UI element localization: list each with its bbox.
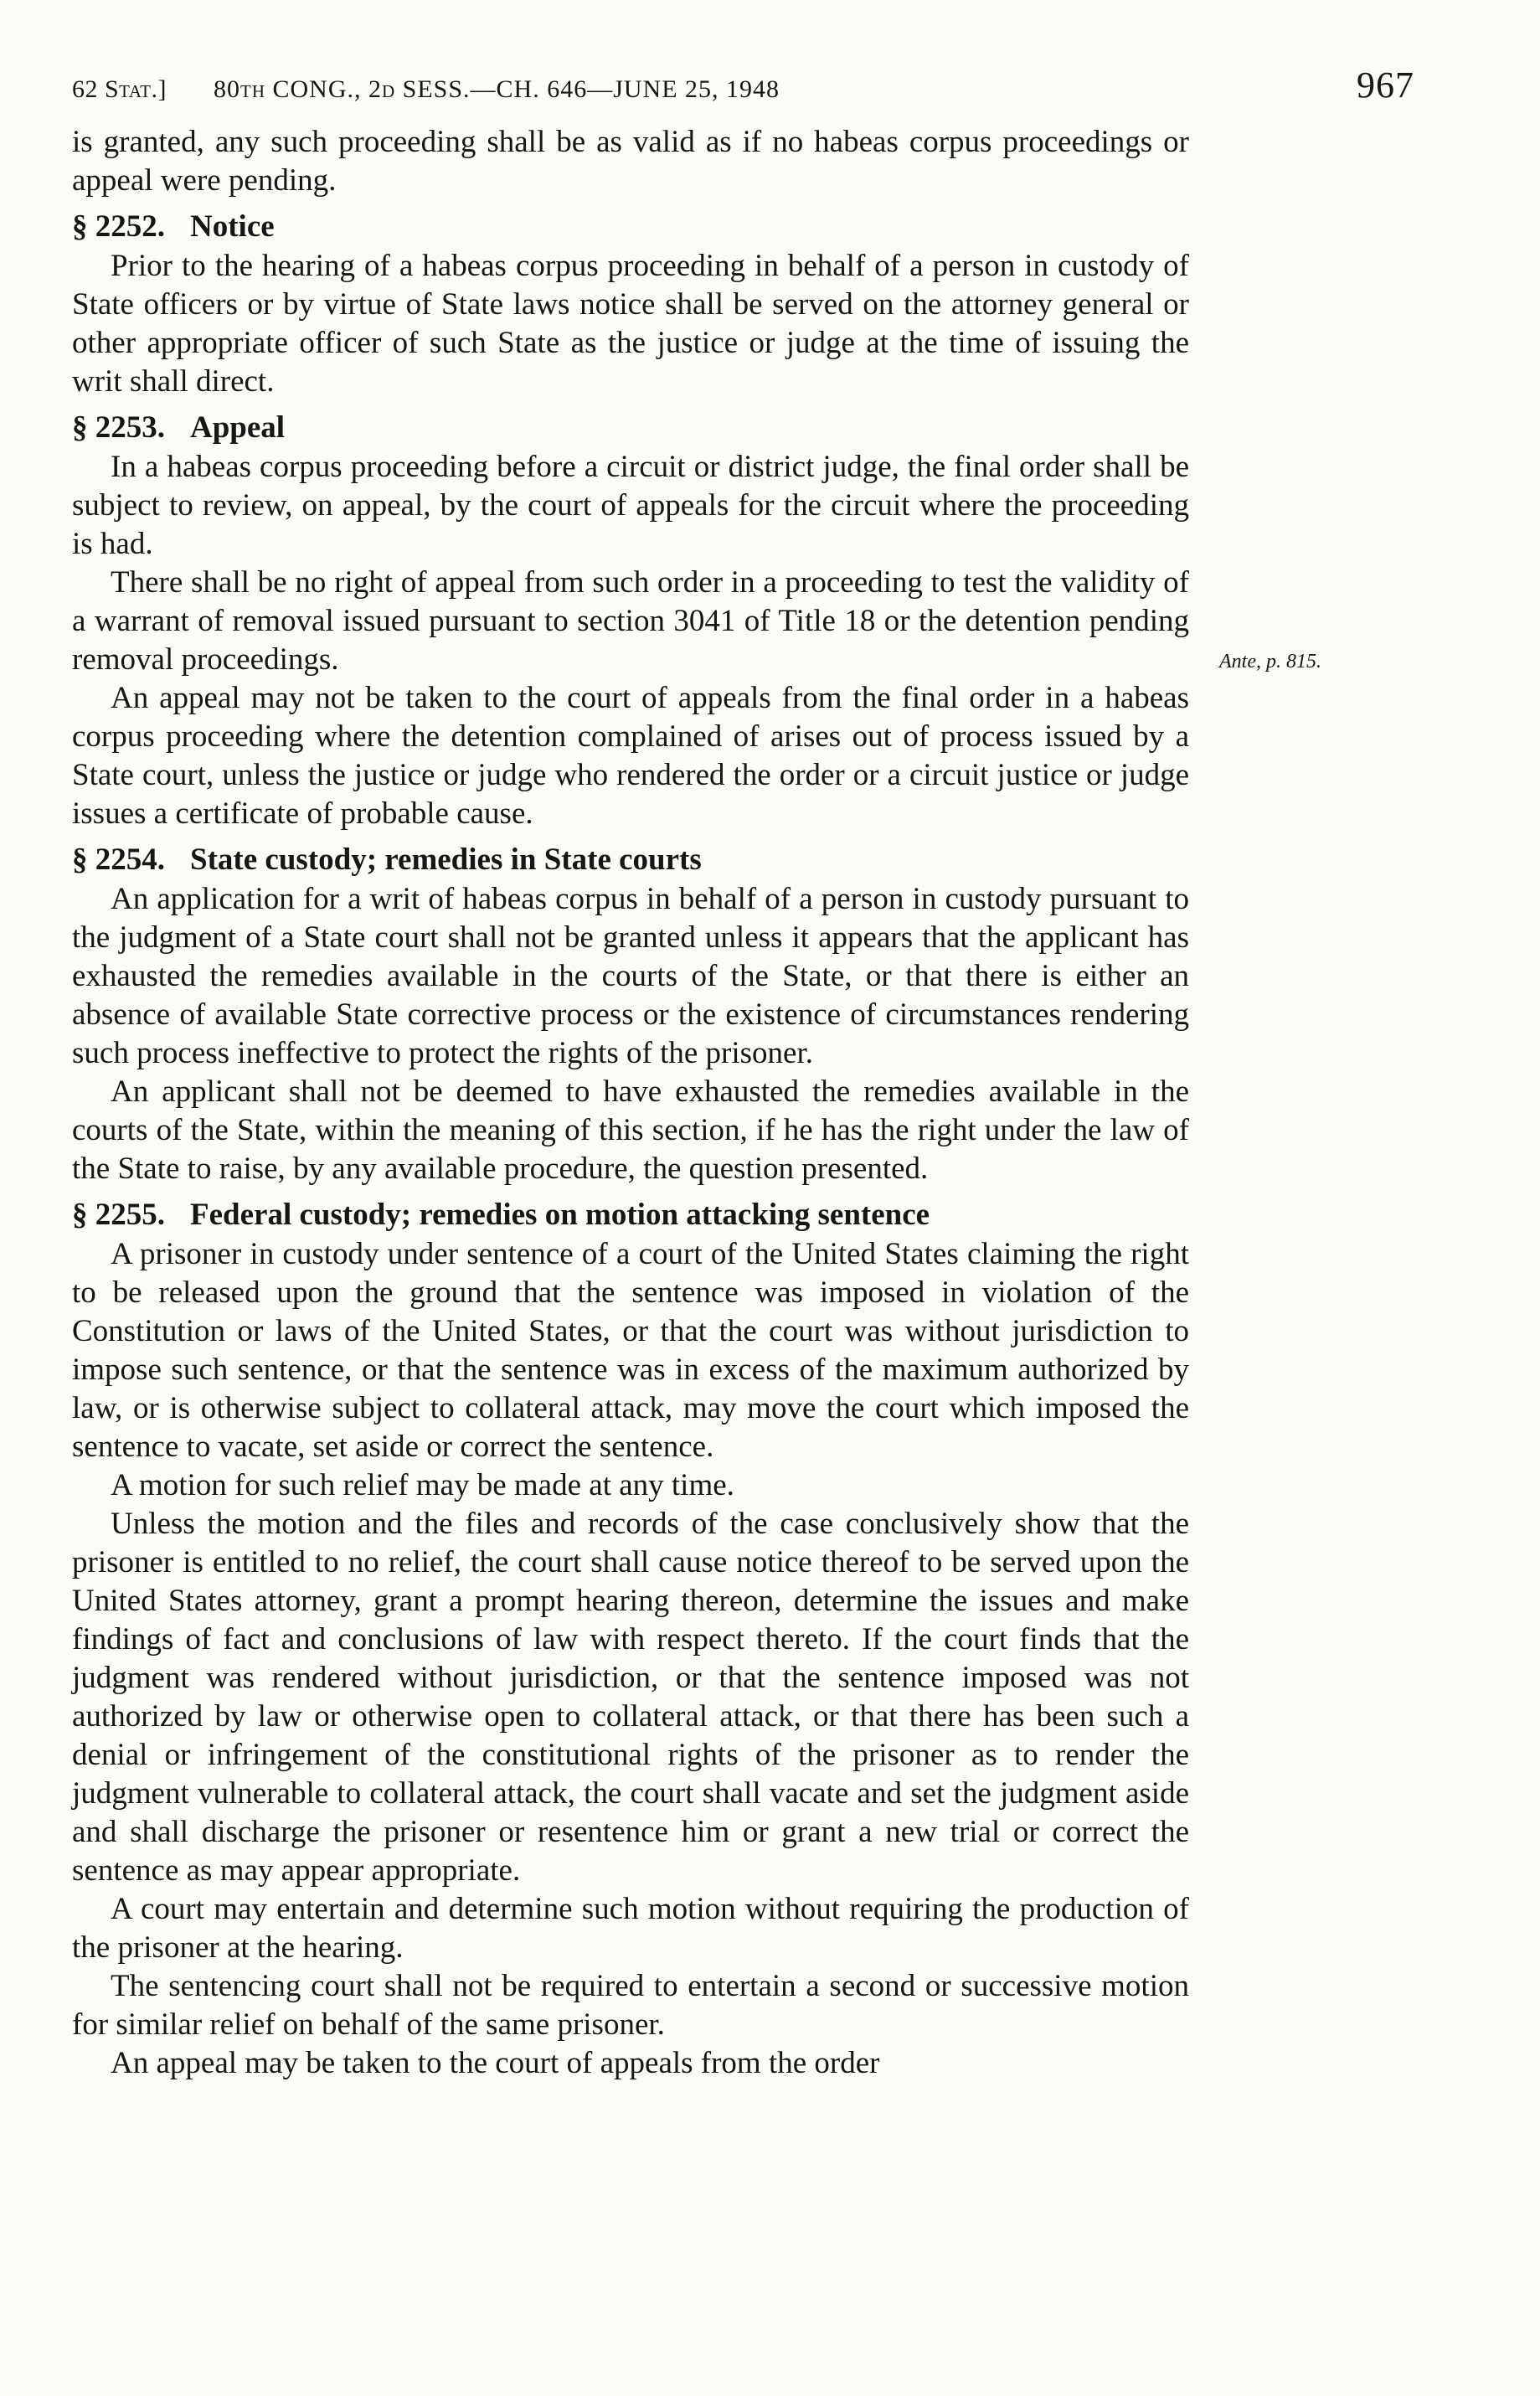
section-heading-2255 xyxy=(72,1196,1189,1234)
session-chapter-line: 80th CONG., 2d SESS.—CH. 646—JUNE 25, 1948 xyxy=(214,75,780,103)
paragraph: Prior to the hearing of a habeas corpus proceeding in behalf of a person in custody of State officers or by virtue of State laws notice shall be served on the attorney general or other appropriate officer of such State as the justice or judge at the time of issuing the writ shall direct. xyxy=(72,249,1189,399)
section-heading-2254 xyxy=(72,841,1189,879)
section-number: § 2253. xyxy=(72,410,165,445)
section-title: State custody; remedies in State courts xyxy=(190,842,702,877)
paragraph: is granted, any such proceeding shall be as valid as if no habeas corpus proceedings or appeal were pending. xyxy=(72,125,1189,198)
paragraph: An application for a writ of habeas corpus in behalf of a person in custody pursuant to the judgment of a State court shall not be granted unless it appears that the applicant has exhausted the remedies available in the courts of the State, or that there is either an absence of available State corrective process or the existence of circumstances rendering such process ineffective to protect the rights of the prisoner. xyxy=(72,882,1189,1070)
paragraph xyxy=(72,564,1321,679)
section-heading-2253 xyxy=(72,409,1189,447)
paragraph: In a habeas corpus proceeding before a circuit or district judge, the final order shall be subject to review, on appeal, by the court of appeals for the circuit where the proceeding is had. xyxy=(72,450,1189,561)
section-title: Notice xyxy=(190,209,275,244)
paragraph: Unless the motion and the files and records of the case conclusively show that the prisoner is entitled to no relief, the court shall cause notice thereof to be served upon the United States attorney, grant a prompt hearing thereon, determine the issues and make findings of fact and conclusions of law with respect thereto. If the court finds that the judgment was rendered without jurisdiction, or that the sentence imposed was not authorized by law or otherwise open to collateral attack, or that there has been such a denial or infringement of the constitutional rights of the prisoner as to render the judgment vulnerable to collateral attack, the court shall vacate and set the judgment aside and shall discharge the prisoner or resentence him or grant a new trial or correct the sentence as may appear appropriate. xyxy=(72,1507,1189,1888)
section-title: Federal custody; remedies on motion attacking sentence xyxy=(190,1198,930,1232)
paragraph: A prisoner in custody under sentence of a court of the United States claiming the right to be released upon the ground that the sentence was imposed in violation of the Constitution or laws of the United States, or that the court was without jurisdiction to impose such sentence, or that the sentence was in excess of the maximum authorized by law, or is otherwise subject to collateral attack, may move the court which imposed the sentence to vacate, set aside or correct the sentence. xyxy=(72,1237,1189,1464)
paragraph: The sentencing court shall not be required to entertain a second or successive motion for similar relief on behalf of the same prisoner. xyxy=(72,1969,1189,2042)
paragraph-text: There shall be no right of appeal from such order in a proceeding to test the validity of a warrant of removal issued pursuant to section 3041 of Title 18 or the detention pending removal proceedings. xyxy=(72,565,1189,677)
section-heading-2252 xyxy=(72,208,1189,246)
paragraph: A court may entertain and determine such motion without requiring the production of the prisoner at the hearing. xyxy=(72,1892,1189,1965)
paragraph: An appeal may not be taken to the court of appeals from the final order in a habeas corpus proceeding where the detention complained of arises out of process issued by a State court, unless the justice or judge who rendered the order or a circuit justice or judge issues a certificate of probable cause. xyxy=(72,681,1189,831)
section-title: Appeal xyxy=(190,410,286,445)
running-head xyxy=(0,64,1540,106)
volume-citation: 62 Stat.] xyxy=(72,75,167,103)
margin-note-ante-citation: Ante, p. 815. xyxy=(1219,651,1321,672)
section-number: § 2254. xyxy=(72,842,165,877)
section-number: § 2255. xyxy=(72,1198,165,1232)
statute-text-column xyxy=(0,106,1540,2083)
paragraph: An applicant shall not be deemed to have exhausted the remedies available in the courts of the State, within the meaning of this section, if he has the right under the law of the State to raise, by any available procedure, the question presented. xyxy=(72,1074,1189,1186)
page-number: 967 xyxy=(1357,64,1414,106)
paragraph: A motion for such relief may be made at any time. xyxy=(111,1468,734,1502)
section-number: § 2252. xyxy=(72,209,165,244)
paragraph: An appeal may be taken to the court of appeals from the order xyxy=(111,2046,880,2080)
